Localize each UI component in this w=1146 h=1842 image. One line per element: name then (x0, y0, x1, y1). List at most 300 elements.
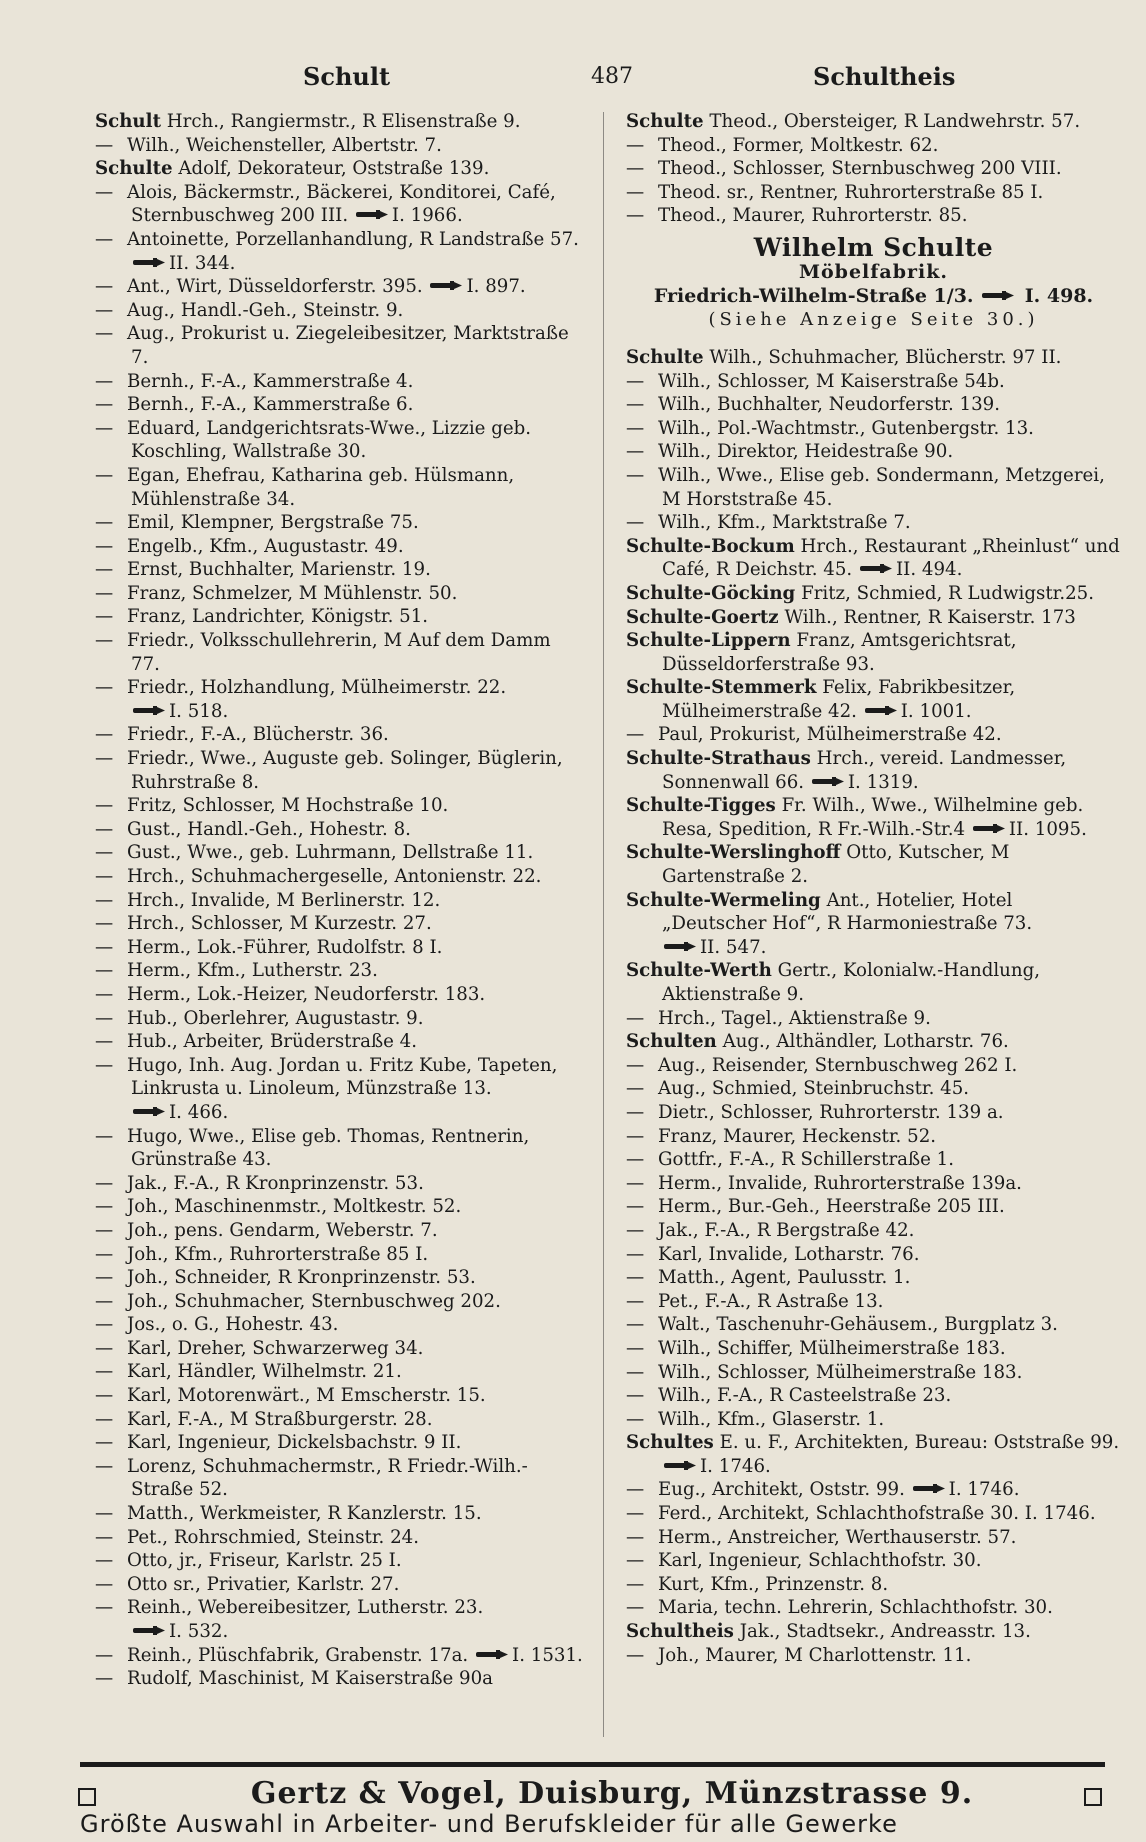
right-column-bottom-entries (626, 346, 1121, 1667)
entry-text: Franz, Landrichter, Königstr. 51. (127, 606, 429, 628)
directory-entry (95, 1408, 585, 1432)
ditto-dash: — (626, 1550, 645, 1572)
directory-entry (626, 1549, 1121, 1573)
directory-entry (626, 582, 1121, 606)
entry-text: Eug., Architekt, Oststr. 99. (658, 1479, 905, 1501)
entry-surname: Schulten (626, 1031, 717, 1053)
entry-surname: Schulte-Göcking (626, 582, 796, 604)
ditto-dash: — (95, 960, 114, 982)
entry-text: Emil, Klempner, Bergstraße 75. (127, 512, 419, 534)
ditto-dash: — (626, 1267, 645, 1289)
telephone-icon (133, 1625, 165, 1636)
entry-telephone (131, 1102, 228, 1123)
ditto-dash: — (95, 1243, 114, 1265)
ditto-dash: — (95, 1597, 114, 1619)
ditto-dash: — (626, 205, 645, 227)
entry-text: Wilh., Kfm., Glaserstr. 1. (658, 1408, 885, 1430)
entry-surname: Schulte-Werth (626, 960, 772, 982)
entry-surname: Schult (95, 111, 161, 132)
ditto-dash: — (95, 134, 114, 156)
ditto-dash: — (626, 1644, 645, 1666)
advertisement-box (626, 232, 1121, 332)
page-number: 487 (591, 64, 633, 89)
telephone-number: I. 1966. (391, 205, 463, 227)
footer-rule (80, 1762, 1105, 1767)
directory-entry (95, 1667, 585, 1691)
directory-entry (626, 1620, 1121, 1644)
directory-entry (95, 1573, 585, 1597)
directory-entry (95, 275, 585, 299)
entry-text: Wilh., Schlosser, M Kaiserstraße 54b. (658, 370, 1005, 392)
entry-text: Jos., o. G., Hohestr. 43. (127, 1314, 339, 1336)
ditto-dash: — (626, 1503, 645, 1525)
directory-entry (626, 1148, 1121, 1172)
ditto-dash: — (95, 842, 114, 864)
entry-text: Karl, Ingenieur, Dickelsbachstr. 9 II. (127, 1432, 462, 1454)
ditto-dash: — (95, 1361, 114, 1383)
ditto-dash: — (95, 866, 114, 887)
directory-entry (95, 1455, 585, 1502)
directory-entry (95, 558, 585, 582)
entry-text: Egan, Ehefrau, Katharina geb. Hülsmann, Mühlenstraße 34. (127, 464, 515, 510)
telephone-number: I. 1746. (700, 1455, 771, 1477)
ditto-dash: — (95, 1644, 114, 1666)
telephone-number: I. 1531. (512, 1644, 583, 1666)
directory-entry (626, 1290, 1121, 1314)
entry-text: Pet., Rohrschmied, Steinstr. 24. (127, 1526, 420, 1548)
entry-text: Friedr., F.-A., Blücherstr. 36. (127, 724, 389, 746)
ditto-dash: — (95, 299, 114, 321)
ditto-dash: — (626, 1196, 645, 1218)
entry-text: Wilh., Weichensteller, Albertstr. 7. (127, 134, 442, 156)
entry-text: Hub., Oberlehrer, Augustastr. 9. (127, 1007, 424, 1029)
directory-entry (626, 1219, 1121, 1243)
entry-text: Otto sr., Privatier, Karlstr. 27. (127, 1573, 400, 1595)
directory-entry (95, 582, 585, 606)
entry-text: Fr. Wilh., Wwe., Wilhelmine geb. Resa, Spedition, R Fr.-Wilh.-Str.4 (662, 795, 1084, 840)
directory-entry (626, 181, 1121, 205)
ditto-dash: — (95, 394, 114, 416)
telephone-number: II. 344. (169, 252, 236, 274)
ditto-dash: — (626, 417, 645, 439)
directory-entry (626, 889, 1121, 960)
ditto-dash: — (626, 1172, 645, 1194)
entry-surname: Schulte (626, 111, 704, 132)
directory-entry (95, 1431, 585, 1455)
telephone-number: I. 532. (169, 1621, 229, 1642)
directory-entry (95, 1266, 585, 1290)
directory-entry (95, 912, 585, 936)
entry-surname: Schulte (626, 346, 704, 368)
entry-telephone (857, 701, 972, 722)
entry-text: Fritz, Schmied, R Ludwigstr.25. (801, 582, 1095, 604)
entry-text: Hub., Arbeiter, Brüderstraße 4. (127, 1031, 418, 1053)
ditto-dash: — (95, 913, 114, 935)
ditto-dash: — (95, 276, 114, 298)
directory-entry (626, 1030, 1121, 1054)
entry-text: Franz, Amtsgerichtsrat, Düsseldorferstraße 93. (662, 630, 1017, 675)
entry-surname: Schulte-Stemmerk (626, 677, 817, 699)
directory-entry (95, 747, 585, 794)
entry-text: Theod., Maurer, Ruhrorterstr. 85. (658, 205, 968, 227)
entry-text: Ant., Wirt, Düsseldorferstr. 395. (127, 276, 423, 298)
ad-subtitle: Möbelfabrik. (798, 260, 949, 283)
right-column-top-entries (626, 110, 1121, 228)
entry-telephone (804, 772, 919, 793)
telephone-icon (860, 563, 892, 574)
entry-text: Hrch., Schuhmachergeselle, Antonienstr. 22. (127, 866, 542, 887)
ditto-dash: — (626, 1290, 645, 1312)
ditto-dash: — (626, 1526, 645, 1548)
entry-text: Wilh., F.-A., R Casteelstraße 23. (658, 1385, 952, 1407)
directory-entry (626, 1526, 1121, 1550)
entry-text: Aug., Althändler, Lotharstr. 76. (722, 1031, 1009, 1053)
ditto-dash: — (626, 1243, 645, 1265)
ditto-dash: — (95, 1196, 114, 1218)
entry-text: Pet., F.-A., R Astraße 13. (658, 1290, 884, 1312)
directory-entry (95, 1030, 585, 1054)
ditto-dash: — (95, 724, 114, 746)
entry-text: Hrch., vereid. Landmesser, Sonnenwall 66. (662, 748, 1067, 793)
directory-entry (626, 841, 1121, 888)
directory-entry (95, 1549, 585, 1573)
ditto-dash: — (626, 1361, 645, 1383)
entry-text: Ernst, Buchhalter, Marienstr. 19. (127, 559, 431, 581)
directory-entry (95, 959, 585, 983)
entry-text: Theod., Former, Moltkestr. 62. (658, 134, 939, 156)
telephone-number: II. 1095. (1008, 818, 1087, 840)
ditto-dash: — (95, 1007, 114, 1029)
ditto-dash: — (95, 1455, 114, 1477)
directory-entry (626, 440, 1121, 464)
ditto-dash: — (95, 1290, 114, 1312)
telephone-icon (476, 1649, 508, 1660)
ditto-dash: — (95, 1526, 114, 1548)
ditto-dash: — (626, 1337, 645, 1359)
directory-entry (95, 322, 585, 369)
page-header (95, 62, 1116, 98)
directory-entry (626, 1125, 1121, 1149)
directory-entry (95, 841, 585, 865)
directory-entry (626, 204, 1121, 228)
ditto-dash: — (95, 370, 114, 392)
ditto-dash: — (95, 889, 114, 911)
entry-text: Hugo, Inh. Aug. Jordan u. Fritz Kube, Tapeten, Linkrusta u. Linoleum, Münzstraße 13. (127, 1054, 558, 1100)
telephone-icon (865, 705, 897, 716)
entry-text: Alois, Bäckermstr., Bäckerei, Konditorei, Café, Sternbuschweg 200 III. (127, 181, 556, 227)
entry-text: Engelb., Kfm., Augustastr. 49. (127, 535, 404, 557)
ad-address: Friedrich-Wilhelm-Straße 1/3. (653, 284, 974, 307)
directory-entry (95, 676, 585, 723)
ditto-dash: — (95, 1573, 114, 1595)
directory-entry (95, 181, 585, 228)
entry-surname: Schulte (95, 158, 173, 180)
ad-telephone: I. 498. (1024, 284, 1094, 307)
directory-entry (626, 1337, 1121, 1361)
entry-text: Wilh., Schiffer, Mülheimerstraße 183. (658, 1337, 1006, 1359)
directory-entry (95, 794, 585, 818)
left-column (95, 110, 585, 1691)
entry-telephone (131, 701, 228, 722)
telephone-icon (982, 290, 1014, 301)
directory-entry (95, 1596, 585, 1643)
entry-surname: Schulte-Werslinghoff (626, 842, 841, 864)
entry-text: Hrch., Tagel., Aktienstraße 9. (658, 1007, 931, 1029)
telephone-number: I. 466. (169, 1101, 229, 1123)
ditto-dash: — (95, 1267, 114, 1289)
entry-text: Reinh., Plüschfabrik, Grabenstr. 17a. (127, 1644, 469, 1666)
entry-text: Wilh., Rentner, R Kaiserstr. 173 (784, 606, 1076, 628)
directory-entry (626, 1502, 1121, 1526)
right-column (626, 110, 1121, 1667)
ditto-dash: — (95, 983, 114, 1005)
directory-entry (626, 134, 1121, 158)
footer-ad-title: Gertz & Vogel, Duisburg, Münzstrasse 9. (250, 1776, 974, 1811)
entry-text: Hugo, Wwe., Elise geb. Thomas, Rentnerin, Grünstraße 43. (127, 1125, 530, 1171)
ditto-dash: — (95, 1503, 114, 1525)
ditto-dash: — (95, 1314, 114, 1336)
directory-entry (95, 818, 585, 842)
ditto-dash: — (95, 559, 114, 581)
telephone-icon (664, 941, 696, 952)
entry-text: Dietr., Schlosser, Ruhrorterstr. 139 a. (658, 1101, 1004, 1123)
directory-entry (626, 511, 1121, 535)
entry-text: Franz, Maurer, Heckenstr. 52. (658, 1125, 937, 1147)
ditto-dash: — (626, 464, 645, 486)
ditto-dash: — (95, 1385, 114, 1407)
directory-entry (626, 1431, 1121, 1478)
ditto-dash: — (626, 158, 645, 180)
directory-entry (626, 1266, 1121, 1290)
entry-telephone (468, 1645, 583, 1666)
entry-text: Herm., Bur.-Geh., Heerstraße 205 III. (658, 1196, 1005, 1218)
directory-entry (95, 464, 585, 511)
entry-text: Matth., Werkmeister, R Kanzlerstr. 15. (127, 1503, 482, 1525)
directory-entry (95, 865, 585, 889)
directory-entry (626, 606, 1121, 630)
entry-text: Herm., Invalide, Ruhrorterstraße 139a. (658, 1172, 1022, 1194)
telephone-icon (133, 1106, 165, 1117)
directory-entry (626, 393, 1121, 417)
directory-entry (95, 1219, 585, 1243)
entry-text: Herm., Lok.-Führer, Rudolfstr. 8 I. (127, 936, 443, 958)
ditto-dash: — (95, 1432, 114, 1454)
entry-telephone (662, 1456, 771, 1477)
ditto-dash: — (626, 134, 645, 156)
directory-entry (626, 629, 1121, 676)
directory-entry (626, 1361, 1121, 1385)
directory-entry (626, 1007, 1121, 1031)
entry-text: Wilh., Schlosser, Mülheimerstraße 183. (658, 1361, 1023, 1383)
ditto-dash: — (95, 464, 114, 486)
entry-text: Wilh., Kfm., Marktstraße 7. (658, 512, 911, 534)
directory-entry (95, 1172, 585, 1196)
ditto-dash: — (626, 1573, 645, 1595)
telephone-icon (913, 1483, 945, 1494)
ad-see-reference: (Siehe Anzeige Seite 30.) (708, 308, 1039, 330)
entry-text: Paul, Prokurist, Mülheimerstraße 42. (658, 724, 1002, 746)
entry-text: Joh., Maschinenmstr., Moltkestr. 52. (127, 1196, 462, 1218)
entry-text: Herm., Kfm., Lutherstr. 23. (127, 960, 378, 982)
column-divider (603, 112, 604, 1737)
directory-entry (626, 794, 1121, 841)
ditto-dash: — (626, 441, 645, 463)
entry-text: Kurt, Kfm., Prinzenstr. 8. (658, 1573, 889, 1595)
square-ornament-icon (1084, 1788, 1102, 1806)
ditto-dash: — (626, 1408, 645, 1430)
square-ornament-icon (78, 1788, 96, 1806)
entry-text: Otto, Kutscher, M Gartenstraße 2. (662, 842, 1010, 888)
ditto-dash: — (95, 1219, 114, 1241)
telephone-icon (430, 280, 462, 291)
directory-entry (95, 157, 585, 181)
directory-entry (95, 1384, 585, 1408)
ditto-dash: — (95, 535, 114, 557)
ditto-dash: — (626, 724, 645, 746)
entry-text: Aug., Handl.-Geh., Steinstr. 9. (127, 299, 404, 321)
entry-text: Ant., Hotelier, Hotel „Deutscher Hof“, R Harmoniestraße 73. (662, 889, 1033, 935)
entry-text: Wilh., Schuhmacher, Blücherstr. 97 II. (709, 346, 1062, 368)
entry-text: Fritz, Schlosser, M Hochstraße 10. (127, 795, 449, 817)
telephone-number: I. 1001. (900, 700, 972, 722)
directory-entry (95, 370, 585, 394)
telephone-icon (356, 209, 388, 220)
entry-text: Karl, Dreher, Schwarzerweg 34. (127, 1337, 424, 1359)
entry-text: Theod., Obersteiger, R Landwehrstr. 57. (709, 111, 1081, 132)
directory-entry (95, 393, 585, 417)
entry-text: Karl, F.-A., M Straßburgerstr. 28. (127, 1408, 433, 1430)
entry-telephone (131, 253, 235, 274)
directory-entry (626, 1313, 1121, 1337)
entry-text: Gertr., Kolonialw.-Handlung, Aktienstraße 9. (662, 960, 1041, 1005)
directory-entry (626, 346, 1121, 370)
directory-entry (626, 1384, 1121, 1408)
entry-telephone (965, 819, 1087, 840)
entry-text: Wilh., Direktor, Heidestraße 90. (658, 441, 954, 463)
entry-text: Herm., Lok.-Heizer, Neudorferstr. 183. (127, 983, 486, 1005)
directory-entry (95, 629, 585, 676)
directory-entry (95, 228, 585, 275)
directory-entry (95, 134, 585, 158)
directory-entry (95, 983, 585, 1007)
entry-text: Lorenz, Schuhmachermstr., R Friedr.-Wilh.-Straße 52. (127, 1455, 528, 1501)
entry-telephone (423, 276, 526, 297)
directory-entry (95, 1243, 585, 1267)
telephone-icon (664, 1460, 696, 1471)
ditto-dash: — (95, 417, 114, 439)
entry-text: Reinh., Webereibesitzer, Lutherstr. 23. (127, 1597, 484, 1619)
directory-entry (95, 1502, 585, 1526)
entry-text: Adolf, Dekorateur, Oststraße 139. (178, 158, 490, 180)
entry-text: Theod., Schlosser, Sternbuschweg 200 VIII. (658, 158, 1062, 180)
telephone-icon (973, 823, 1005, 834)
telephone-number: I. 1746. (1019, 1503, 1096, 1525)
header-left-keyword: Schult (303, 62, 391, 91)
ditto-dash: — (95, 795, 114, 817)
footer-ad-line: Größte Auswahl in Arbeiter- und Berufskleider für alle Gewerke (80, 1810, 898, 1838)
entry-text: Franz, Schmelzer, M Mühlenstr. 50. (127, 582, 458, 604)
directory-entry (95, 1526, 585, 1550)
entry-text: Wilh., Buchhalter, Neudorferstr. 139. (658, 394, 1001, 416)
entry-text: Hrch., Rangiermstr., R Elisenstraße 9. (166, 111, 521, 132)
entry-text: Antoinette, Porzellanhandlung, R Landstraße 57. (127, 228, 579, 250)
directory-entry (626, 417, 1121, 441)
directory-entry (626, 959, 1121, 1006)
ditto-dash: — (95, 1337, 114, 1359)
entry-text: Friedr., Holzhandlung, Mülheimerstr. 22. (127, 677, 507, 699)
ad-title: Wilhelm Schulte (753, 232, 994, 262)
directory-entry (626, 1596, 1121, 1620)
directory-entry (626, 1054, 1121, 1078)
ditto-dash: — (626, 1125, 645, 1147)
entry-text: Hrch., Schlosser, M Kurzestr. 27. (127, 913, 432, 935)
directory-entry (626, 1478, 1121, 1502)
directory-entry (95, 1195, 585, 1219)
entry-telephone (131, 1621, 228, 1642)
ditto-dash: — (95, 181, 114, 203)
entry-text: Wilh., Pol.-Wachtmstr., Gutenbergstr. 13. (658, 417, 1034, 439)
entry-text: Bernh., F.-A., Kammerstraße 4. (127, 370, 414, 392)
entry-telephone (348, 205, 463, 226)
directory-entry (626, 464, 1121, 511)
directory-entry (95, 1313, 585, 1337)
directory-entry (95, 1007, 585, 1031)
entry-text: Joh., pens. Gendarm, Weberstr. 7. (127, 1219, 438, 1241)
ditto-dash: — (95, 1550, 114, 1572)
ditto-dash: — (626, 1007, 645, 1029)
entry-text: Theod. sr., Rentner, Ruhrorterstraße 85 I. (658, 181, 1044, 203)
telephone-icon (133, 705, 165, 716)
directory-entry (626, 370, 1121, 394)
directory-entry (95, 1360, 585, 1384)
entry-text: Friedr., Volksschullehrerin, M Auf dem Damm 77. (127, 630, 551, 675)
directory-entry (95, 1125, 585, 1172)
ditto-dash: — (95, 630, 114, 652)
ditto-dash: — (626, 1479, 645, 1501)
directory-entry (95, 1337, 585, 1361)
entry-telephone (662, 937, 766, 958)
directory-entry (626, 676, 1121, 723)
telephone-number: I. 1746. (948, 1479, 1020, 1501)
entry-text: Friedr., Wwe., Auguste geb. Solinger, Büglerin, Ruhrstraße 8. (127, 748, 563, 793)
entry-text: Karl, Motorenwärt., M Emscherstr. 15. (127, 1385, 486, 1407)
entry-text: Aug., Schmied, Steinbruchstr. 45. (658, 1078, 970, 1100)
entry-text: Gust., Handl.-Geh., Hohestr. 8. (127, 818, 411, 840)
entry-text: Ferd., Architekt, Schlachthofstraße 30. (658, 1503, 1019, 1525)
directory-entry (95, 417, 585, 464)
entry-text: Maria, techn. Lehrerin, Schlachthofstr. 30. (658, 1597, 1053, 1619)
entry-text: Joh., Schneider, R Kronprinzenstr. 53. (127, 1267, 476, 1289)
entry-surname: Schulte-Goertz (626, 606, 779, 628)
directory-entry (626, 157, 1121, 181)
entry-text: Wilh., Wwe., Elise geb. Sondermann, Metzgerei, M Horststraße 45. (658, 464, 1105, 510)
entry-text: Karl, Ingenieur, Schlachthofstr. 30. (658, 1550, 982, 1572)
directory-entry (95, 605, 585, 629)
ditto-dash: — (95, 1172, 114, 1194)
entry-text: E. u. F., Architekten, Bureau: Oststraße 99. (719, 1432, 1120, 1454)
entry-text: Otto, jr., Friseur, Karlstr. 25 I. (127, 1550, 402, 1572)
directory-entry (626, 723, 1121, 747)
entry-text: Joh., Maurer, M Charlottenstr. 11. (658, 1644, 972, 1666)
entry-text: Eduard, Landgerichtsrats-Wwe., Lizzie geb. Koschling, Wallstraße 30. (127, 417, 532, 463)
entry-text: Felix, Fabrikbesitzer, Mülheimerstraße 42. (662, 677, 1016, 722)
header-right-keyword: Schultheis (813, 62, 956, 91)
ditto-dash: — (95, 818, 114, 840)
ditto-dash: — (95, 323, 114, 345)
directory-entry (626, 110, 1121, 134)
directory-entry (626, 1101, 1121, 1125)
directory-entry (626, 1077, 1121, 1101)
